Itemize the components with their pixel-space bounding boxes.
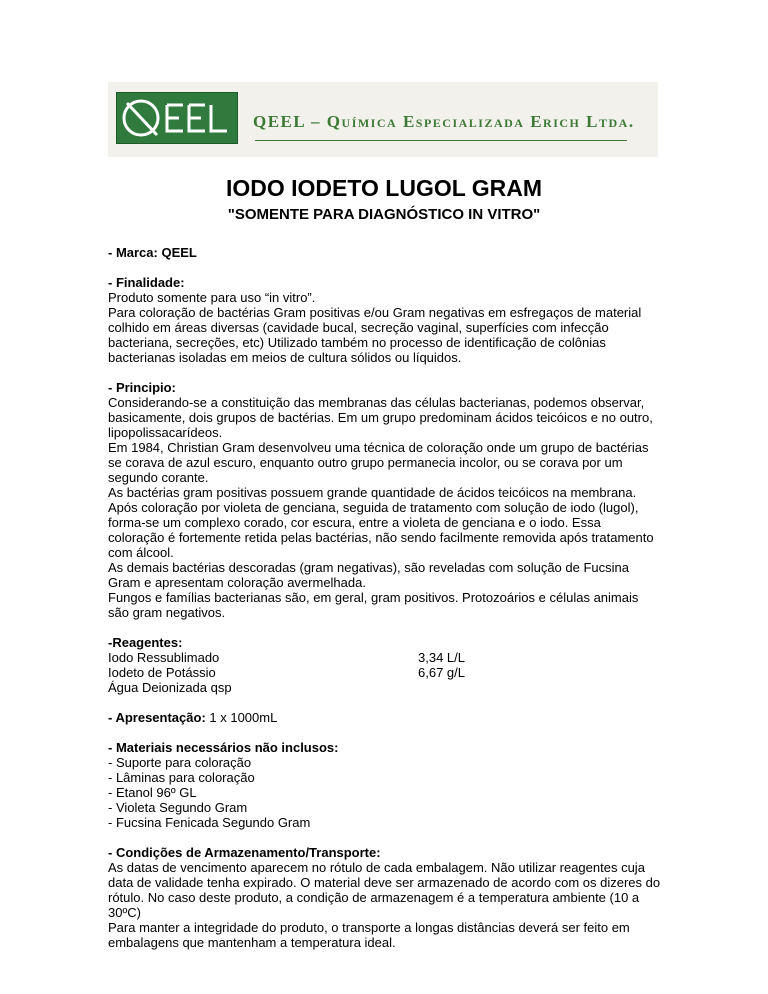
- principio-line: se corava de azul escuro, enquanto outro grupo permanecia incolor, ou se corava por um: [108, 455, 623, 470]
- principio-line: basicamente, dois grupos de bactérias. Em um grupo predominam ácidos teicóicos e no outro,: [108, 410, 653, 425]
- condicoes-line: rótulo. No caso deste produto, a condição de armazenagem é a temperatura ambiente (10 a: [108, 890, 640, 905]
- reagent-name: Iodeto de Potássio: [108, 665, 216, 680]
- condicoes-line: Para manter a integridade do produto, o transporte a longas distâncias deverá ser feito em: [108, 920, 630, 935]
- reagent-row: [108, 650, 668, 665]
- apresentacao-value: 1 x 1000mL: [205, 710, 278, 725]
- document-title: IODO IODETO LUGOL GRAM: [225, 175, 543, 201]
- finalidade-line: Produto somente para uso “in vitro”.: [108, 290, 316, 305]
- qeel-logo-icon: [117, 93, 237, 143]
- finalidade-line: bacterianas isoladas em meios de cultura sólidos ou líquidos.: [108, 350, 462, 365]
- principio-line: Em 1984, Christian Gram desenvolveu uma técnica de coloração onde um grupo de bactérias: [108, 440, 649, 455]
- header-rule: [255, 140, 627, 141]
- principio-line: As bactérias gram positivas possuem grande quantidade de ácidos teicóicos na membrana.: [108, 485, 637, 500]
- principio-line: são gram negativos.: [108, 605, 226, 620]
- principio-heading: - Principio:: [108, 380, 176, 395]
- finalidade-line: Para coloração de bactérias Gram positivas e/ou Gram negativas em esfregaços de material: [108, 305, 642, 320]
- reagent-row: [108, 680, 668, 695]
- condicoes-heading: - Condições de Armazenamento/Transporte:: [108, 845, 381, 860]
- principio-line: Gram e apresentam coloração avermelhada.: [108, 575, 366, 590]
- finalidade-line: bacteriana, secreções, etc) Utilizado também no processo de identificação de colônias: [108, 335, 606, 350]
- apresentacao-heading: - Apresentação:: [108, 710, 206, 725]
- principio-line: As demais bactérias descoradas (gram negativas), são reveladas com solução de Fucsina: [108, 560, 629, 575]
- principio-line: Fungos e famílias bacterianas são, em geral, gram positivos. Protozoários e células animais: [108, 590, 639, 605]
- principio-line: com álcool.: [108, 545, 174, 560]
- principio-line: lipopolissacarídeos.: [108, 425, 223, 440]
- materiais-line: - Violeta Segundo Gram: [108, 800, 248, 815]
- materiais-line: - Lâminas para coloração: [108, 770, 255, 785]
- company-name: QEEL – Química Especializada Erich Ltda.: [253, 112, 635, 131]
- document-body: [108, 245, 668, 950]
- reagent-name: Iodo Ressublimado: [108, 650, 220, 665]
- condicoes-line: data de validade tenha expirado. O material deve ser armazenado de acordo com os dizeres do: [108, 875, 661, 890]
- reagent-name: Água Deionizada qsp: [108, 680, 232, 695]
- apresentacao-line: [108, 710, 668, 725]
- principio-line: Considerando-se a constituição das membranas das células bacterianas, podemos observar,: [108, 395, 645, 410]
- qeel-logo: [116, 92, 238, 144]
- principio-line: segundo corante.: [108, 470, 209, 485]
- condicoes-line: As datas de vencimento aparecem no rótulo de cada embalagem. Não utilizar reagentes cuja: [108, 860, 645, 875]
- materiais-line: - Etanol 96º GL: [108, 785, 197, 800]
- document-subtitle: "SOMENTE PARA DIAGNÓSTICO IN VITRO": [227, 206, 541, 223]
- materiais-heading: - Materiais necessários não inclusos:: [108, 740, 339, 755]
- principio-line: coloração é fortemente retida pelas bactérias, não sendo facilmente removida após tratamento: [108, 530, 654, 545]
- reagent-qty: 6,67 g/L: [418, 665, 465, 680]
- finalidade-line: colhido em áreas diversas (cavidade bucal, secreção vaginal, superfícies com infecção: [108, 320, 609, 335]
- principio-line: forma-se um complexo corado, cor escura, entre a violeta de genciana e o iodo. Essa: [108, 515, 601, 530]
- materiais-line: - Fucsina Fenicada Segundo Gram: [108, 815, 311, 830]
- reagent-row: [108, 665, 668, 680]
- reagentes-heading: -Reagentes:: [108, 635, 183, 650]
- materiais-line: - Suporte para coloração: [108, 755, 252, 770]
- condicoes-line: 30ºC): [108, 905, 141, 920]
- marca-line: - Marca: QEEL: [108, 245, 197, 260]
- reagent-qty: 3,34 L/L: [418, 650, 465, 665]
- condicoes-line: embalagens que mantenham a temperatura ideal.: [108, 935, 396, 950]
- finalidade-heading: - Finalidade:: [108, 275, 185, 290]
- principio-line: Após coloração por violeta de genciana, seguida de tratamento com solução de iodo (lugol),: [108, 500, 639, 515]
